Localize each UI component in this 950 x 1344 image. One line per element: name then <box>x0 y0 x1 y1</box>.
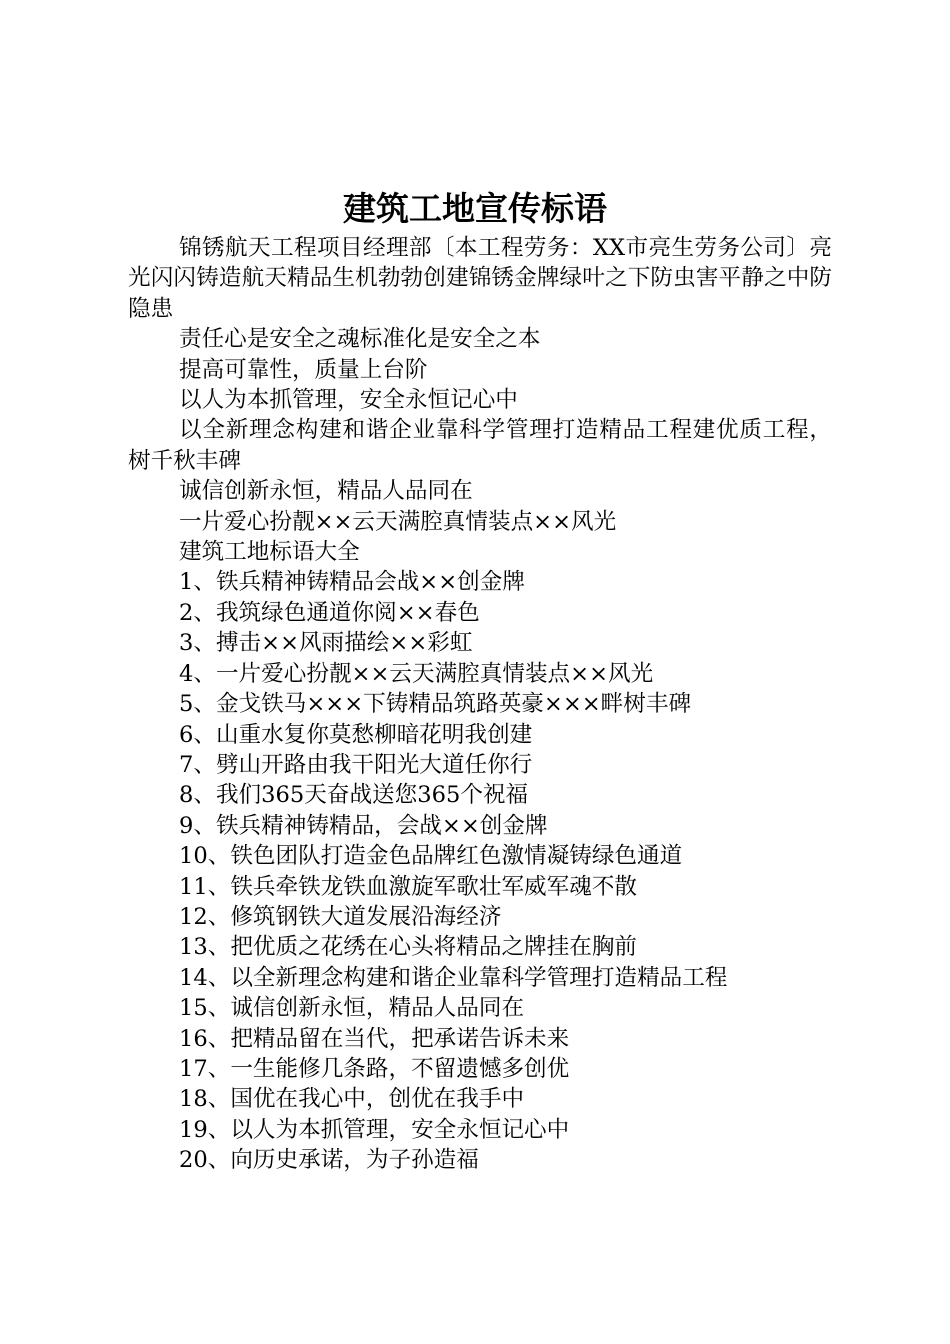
paragraph: 提高可靠性，质量上台阶 <box>179 356 428 383</box>
paragraph: 以全新理念构建和谐企业靠科学管理打造精品工程建优质工程，树千秋丰碑 <box>128 417 832 474</box>
list-item: 10、铁色团队打造金色品牌红色激情凝铸绿色通道 <box>179 843 683 870</box>
section-heading: 建筑工地标语大全 <box>179 539 360 566</box>
list-item: 1、铁兵精神铸精品会战××创金牌 <box>179 569 525 596</box>
document-body <box>128 233 832 1176</box>
list-item: 20、向历史承诺，为子孙造福 <box>179 1147 479 1174</box>
list-item: 6、山重水复你莫愁柳暗花明我创建 <box>179 721 533 748</box>
paragraph: 责任心是安全之魂标准化是安全之本 <box>179 326 541 353</box>
slogan-list <box>128 567 832 1175</box>
list-item: 4、一片爱心扮靓××云天满腔真情装点××风光 <box>179 660 654 687</box>
list-item: 3、搏击××风雨描绘××彩虹 <box>179 630 473 657</box>
list-item: 12、修筑钢铁大道发展沿海经济 <box>179 903 502 930</box>
paragraph: 一片爱心扮靓××云天满腔真情装点××风光 <box>179 508 617 535</box>
paragraph: 以人为本抓管理，安全永恒记心中 <box>179 387 518 414</box>
paragraph: 锦锈航天工程项目经理部〔本工程劳务：XX市亮生劳务公司〕亮光闪闪铸造航天精品生机勃勃创建锦锈金牌绿叶之下防虫害平静之中防隐患 <box>128 235 832 322</box>
list-item: 13、把优质之花绣在心头将精品之牌挂在胸前 <box>179 934 638 961</box>
list-item: 7、劈山开路由我干阳光大道任你行 <box>179 751 533 778</box>
list-item: 5、金戈铁马×××下铸精品筑路英豪×××畔树丰碑 <box>179 691 692 718</box>
list-item: 11、铁兵牵铁龙铁血激旋军歌壮军威军魂不散 <box>179 873 638 900</box>
list-item: 17、一生能修几条路，不留遗憾多创优 <box>179 1055 570 1082</box>
list-item: 16、把精品留在当代，把承诺告诉未来 <box>179 1025 570 1052</box>
list-item: 8、我们365天奋战送您365个祝福 <box>179 782 529 809</box>
list-item: 14、以全新理念构建和谐企业靠科学管理打造精品工程 <box>179 964 728 991</box>
list-item: 2、我筑绿色通道你阅××春色 <box>179 599 480 626</box>
list-item: 19、以人为本抓管理，安全永恒记心中 <box>179 1116 570 1143</box>
list-item: 9、铁兵精神铸精品，会战××创金牌 <box>179 812 548 839</box>
document-title: 建筑工地宣传标语 <box>343 189 607 228</box>
list-item: 15、诚信创新永恒，精品人品同在 <box>179 995 525 1022</box>
list-item: 18、国优在我心中，创优在我手中 <box>179 1086 525 1113</box>
paragraph: 诚信创新永恒，精品人品同在 <box>179 478 473 505</box>
